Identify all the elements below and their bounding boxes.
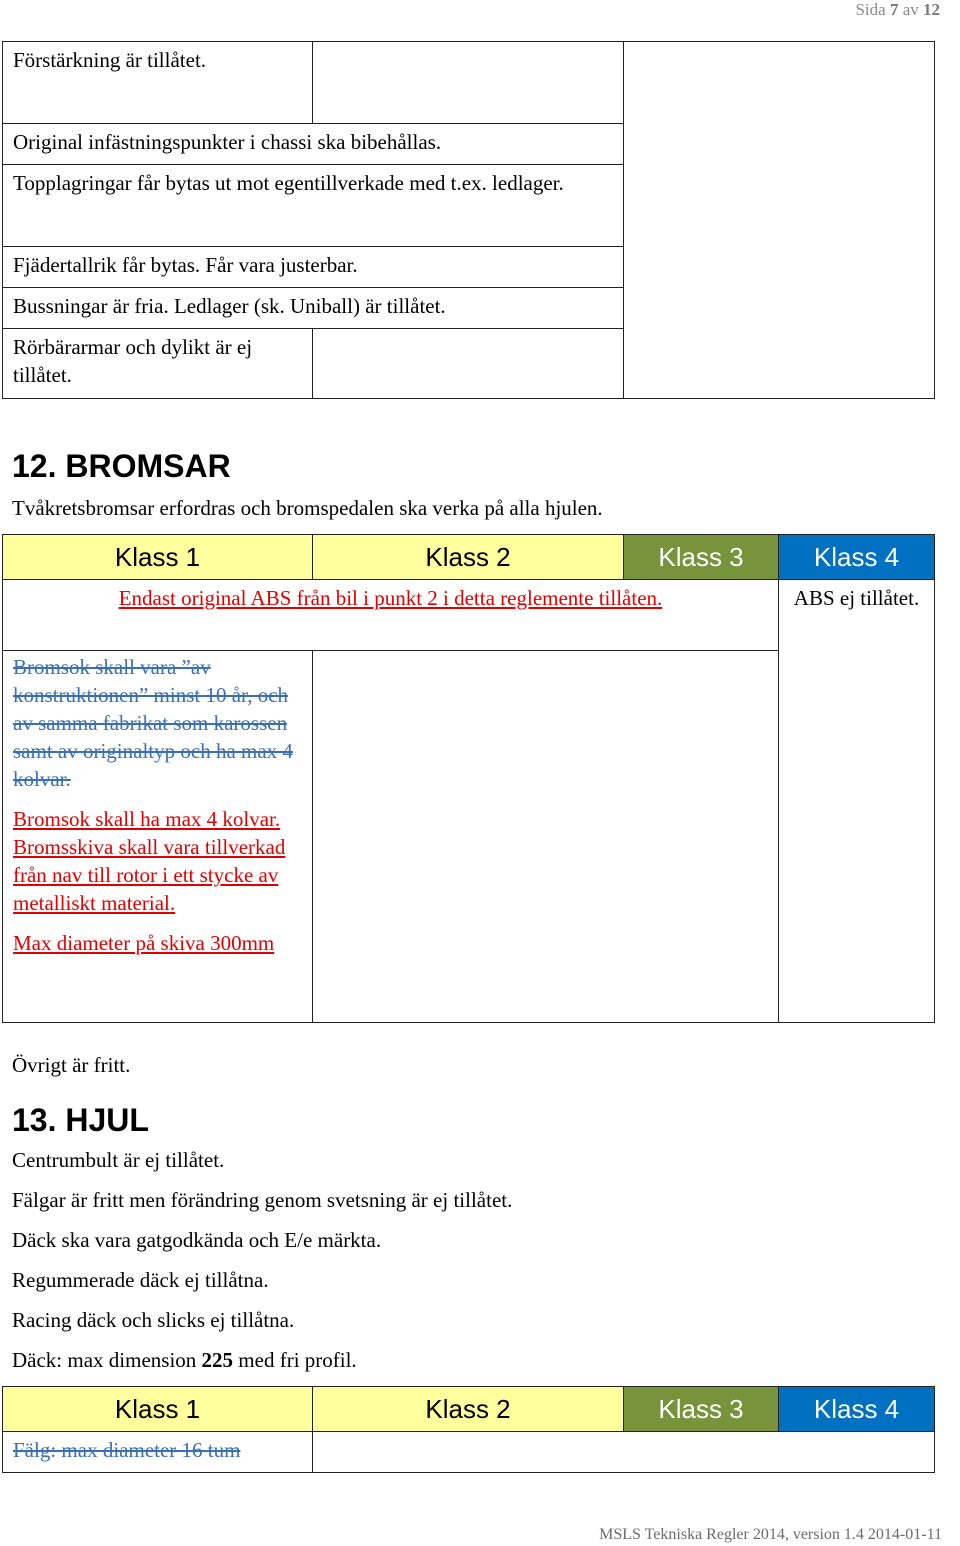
page-prefix: Sida bbox=[855, 0, 886, 19]
hjul-line: Fälgar är fritt men förändring genom svetsning är ej tillåtet. bbox=[12, 1188, 513, 1212]
bromsar-table bbox=[2, 534, 935, 1023]
suspension-row-cell bbox=[3, 329, 313, 399]
section-12-heading: 12. BROMSAR bbox=[12, 448, 231, 484]
footer-text: MSLS Tekniska Regler 2014, version 1.4 2014-01-11 bbox=[599, 1526, 942, 1543]
klass-1-header: Klass 1 bbox=[3, 535, 313, 580]
disc-diameter-rule: Max diameter på skiva 300mm bbox=[13, 931, 275, 955]
hjul-table bbox=[2, 1386, 935, 1473]
tire-prefix: Däck: max dimension bbox=[12, 1348, 202, 1372]
rule-text: Rörbärarmar och dylikt är ej tillåtet. bbox=[13, 335, 253, 387]
suspension-table bbox=[2, 41, 935, 399]
caliper-rules-cell bbox=[3, 651, 313, 1023]
suspension-row-cell bbox=[3, 42, 313, 124]
abs-rule-cell bbox=[3, 580, 779, 651]
section-13-heading: 13. HJUL bbox=[12, 1102, 149, 1138]
empty-cell bbox=[313, 42, 624, 124]
hjul-line: Racing däck och slicks ej tillåtna. bbox=[12, 1308, 295, 1332]
section-12-intro: Tvåkretsbromsar erfordras och bromspedalen ska verka på alla hjulen. bbox=[12, 496, 603, 520]
new-caliper-rule: Bromsok skall ha max 4 kolvar. Bromsskiva skall vara tillverkad från nav till rotor i ett stycke av metalliskt material. bbox=[13, 807, 286, 915]
struck-rim-rule: Fälg: max diameter 16 tum bbox=[13, 1438, 241, 1462]
rule-text: Topplagringar får bytas ut mot egentillverkade med t.ex. ledlager. bbox=[13, 171, 564, 195]
tire-suffix: med fri profil. bbox=[233, 1348, 357, 1372]
klass-2-header: Klass 2 bbox=[313, 1387, 624, 1432]
empty-cell bbox=[313, 651, 779, 1023]
abs-rule-text: Endast original ABS från bil i punkt 2 i detta reglemente tillåten. bbox=[118, 586, 663, 610]
klass-4-header: Klass 4 bbox=[779, 1387, 935, 1432]
empty-cell bbox=[313, 1432, 935, 1473]
rule-text: Fjädertallrik får bytas. Får vara justerbar. bbox=[13, 253, 358, 277]
other-free-text: Övrigt är fritt. bbox=[12, 1053, 131, 1077]
suspension-row-cell bbox=[3, 124, 624, 165]
rim-rule-cell bbox=[3, 1432, 313, 1473]
struck-caliper-rule: Bromsok skall vara ”av konstruktionen” minst 10 år, och av samma fabrikat som karossen samt av originaltyp och ha max 4 kolvar. bbox=[13, 655, 293, 791]
hjul-line: Däck ska vara gatgodkända och E/e märkta. bbox=[12, 1228, 382, 1252]
abs-k4-cell bbox=[779, 580, 935, 1023]
suspension-row-cell bbox=[3, 165, 624, 247]
abs-k4-text: ABS ej tillåtet. bbox=[793, 586, 920, 610]
suspension-row-cell bbox=[3, 247, 624, 288]
hjul-line: Centrumbult är ej tillåtet. bbox=[12, 1148, 225, 1172]
klass-1-header: Klass 1 bbox=[3, 1387, 313, 1432]
klass-4-header: Klass 4 bbox=[779, 535, 935, 580]
page-indicator bbox=[855, 0, 940, 20]
rule-text: Förstärkning är tillåtet. bbox=[13, 48, 207, 72]
klass-3-header: Klass 3 bbox=[624, 535, 779, 580]
tire-dimension-line bbox=[12, 1346, 357, 1374]
rule-text: Bussningar är fria. Ledlager (sk. Uniball) är tillåtet. bbox=[13, 294, 446, 318]
klass-3-header: Klass 3 bbox=[624, 1387, 779, 1432]
page-current: 7 bbox=[889, 0, 899, 19]
suspension-row-cell bbox=[3, 288, 624, 329]
page-sep: av bbox=[902, 0, 919, 19]
klass34-cell bbox=[624, 42, 935, 399]
rule-text: Original infästningspunkter i chassi ska bibehållas. bbox=[13, 130, 442, 154]
tire-value: 225 bbox=[201, 1348, 234, 1372]
hjul-line: Regummerade däck ej tillåtna. bbox=[12, 1268, 269, 1292]
page-total: 12 bbox=[923, 0, 940, 19]
empty-cell bbox=[313, 329, 624, 399]
klass-2-header: Klass 2 bbox=[313, 535, 624, 580]
